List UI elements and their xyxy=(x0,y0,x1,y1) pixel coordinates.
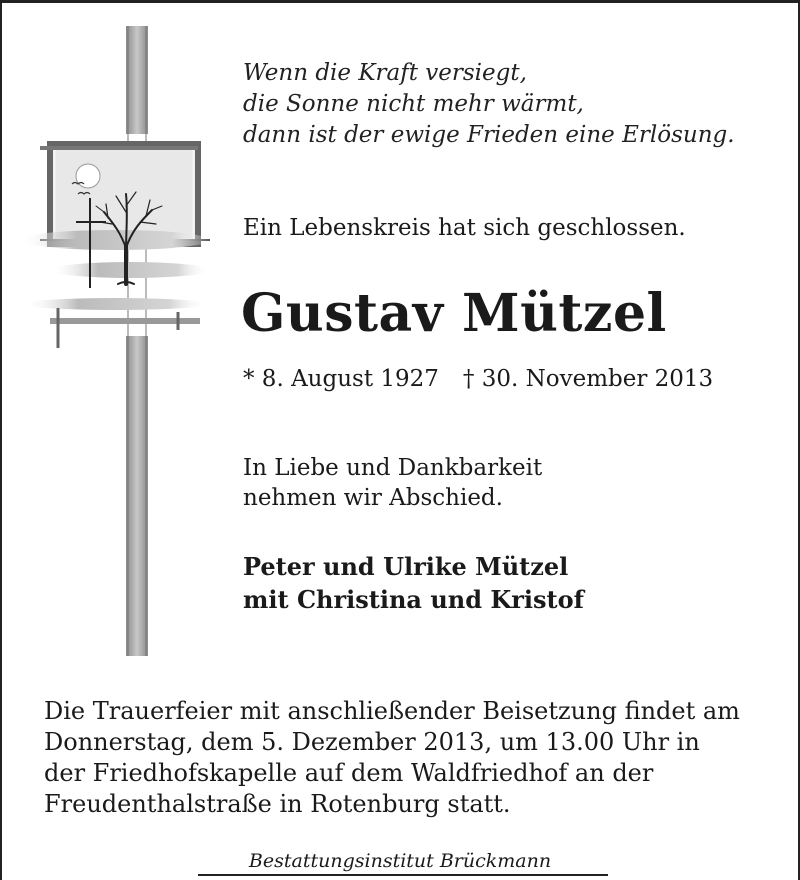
poem-line: Wenn die Kraft versiegt, xyxy=(243,60,527,86)
service-line: Donnerstag, dem 5. Dezember 2013, um 13.00 Uhr in xyxy=(44,728,700,756)
life-dates xyxy=(243,364,713,394)
mourners-line: mit Christina und Kristof xyxy=(243,585,584,614)
poem xyxy=(243,58,735,151)
deceased-name: Gustav Mützel xyxy=(241,283,667,344)
poem-line: die Sonne nicht mehr wärmt, xyxy=(243,91,584,117)
farewell-line: In Liebe und Dankbarkeit xyxy=(243,455,543,481)
service-line: Die Trauerfeier mit anschließender Beisetzung findet am xyxy=(44,697,740,725)
service-line: Freudenthalstraße in Rotenburg statt. xyxy=(44,790,511,818)
birth-date: * 8. August 1927 xyxy=(243,366,439,392)
funeral-home: Bestattungsinstitut Brückmann xyxy=(248,850,552,872)
service-line: der Friedhofskapelle auf dem Waldfriedhof an der xyxy=(44,759,654,787)
cross-tree-illustration xyxy=(20,26,210,656)
farewell-line: nehmen wir Abschied. xyxy=(243,485,503,511)
service-details xyxy=(44,696,740,820)
mourners-line: Peter und Ulrike Mützel xyxy=(243,552,569,581)
intro-text: Ein Lebenskreis hat sich geschlossen. xyxy=(243,215,686,241)
bottom-rule xyxy=(198,874,608,876)
poem-line: dann ist der ewige Frieden eine Erlösung. xyxy=(243,122,735,148)
farewell-text xyxy=(243,453,542,513)
mourners xyxy=(243,550,584,616)
death-date: † 30. November 2013 xyxy=(462,366,714,392)
